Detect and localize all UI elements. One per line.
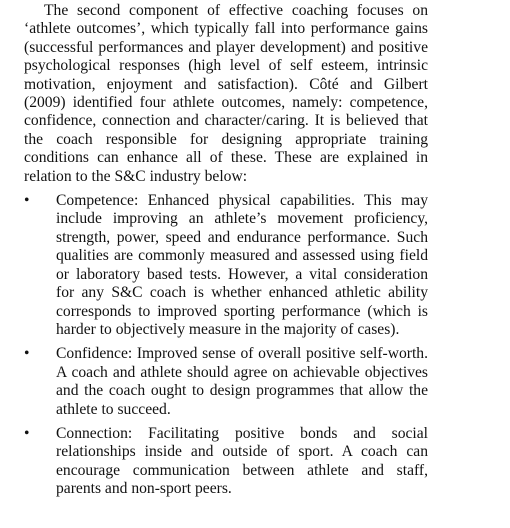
intro-paragraph: The second component of effective coaching focuses on ‘athlete outcomes’, which typically fall into performance gains (successful performances and player development) and positive psychological responses (high level of self esteem, intrinsic motivation, enjoyment and satisfaction). Côté and Gilbert (2009) identified four athlete outcomes, namely: competence, confidence, connection and character/caring. It is believed that the coach responsible for designing appropriate training conditions can enhance all of these. These are explained in relation to the S&C industry below: xyxy=(24,2,428,185)
list-item-confidence xyxy=(24,345,428,419)
list-item-text: Confidence: Improved sense of overall positive self-worth. A coach and athlete should agree on achievable objectives and the coach ought to design programmes that allow the athlete to succeed. xyxy=(56,345,428,418)
list-item-connection xyxy=(24,425,428,499)
list-item-text: Connection: Facilitating positive bonds and social relationships inside and outside of sport. A coach can encourage communication between athlete and staff, parents and non-sport peers. xyxy=(56,424,428,498)
bullet-icon: • xyxy=(24,192,30,210)
bullet-icon: • xyxy=(24,345,30,363)
list-item-text: Competence: Enhanced physical capabilities. This may include improving an athlete’s movement proficiency, strength, power, speed and endurance performance. Such qualities are commonly measured and assessed using field or laboratory based tests. However, a vital consideration for any S&C coach is whether enhanced athletic ability corresponds to improved sporting performance (which is harder to objectively measure in the majority of cases). xyxy=(56,192,428,338)
bullet-icon: • xyxy=(24,424,30,442)
list-item-competence xyxy=(24,192,428,339)
athlete-outcomes-list xyxy=(24,192,428,499)
document-page xyxy=(24,2,428,499)
